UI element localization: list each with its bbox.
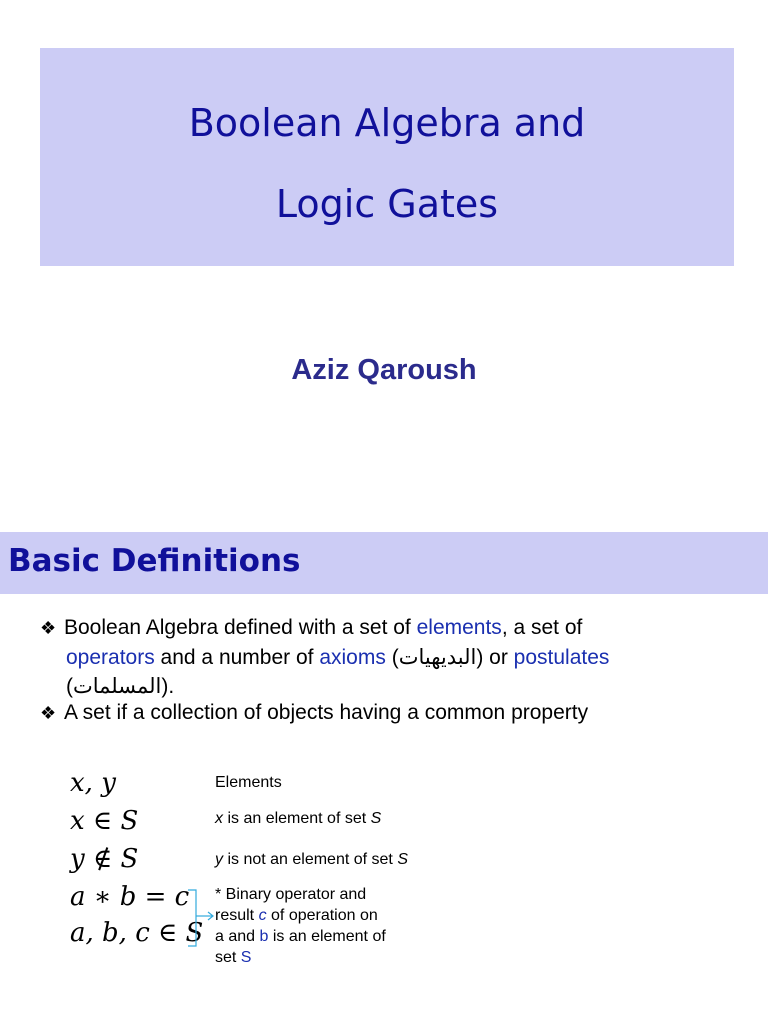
binary-desc-line-2b: of operation on	[266, 907, 378, 924]
title-line-2: Logic Gates	[275, 182, 499, 226]
var-x: x	[215, 810, 223, 827]
set-s: S	[370, 810, 382, 827]
desc-not-member-text: is not an element of set	[223, 851, 398, 868]
diamond-bullet-icon: ❖	[40, 703, 57, 723]
bullet-2-text: A set if a collection of objects having a common property	[64, 701, 589, 724]
var-y: y	[215, 851, 223, 868]
bullet-1-text-d: (البديهيات) or	[385, 646, 514, 669]
bullet-1-text-c: and a number of	[154, 646, 320, 669]
math-not-member: y ∉ S	[70, 844, 139, 874]
desc-member-text: is an element of set	[223, 810, 371, 827]
term-axioms: axioms	[319, 646, 386, 669]
term-elements: elements	[416, 616, 502, 639]
binary-desc-line-1: * Binary operator and	[215, 886, 367, 903]
title-box	[40, 48, 734, 266]
binary-desc-line-2a: result	[215, 907, 259, 924]
var-b: b	[259, 928, 269, 945]
bullet-2	[40, 698, 740, 728]
term-operators: operators	[66, 646, 155, 669]
var-c: c	[258, 907, 267, 924]
math-binary-op: a ∗ b = c	[70, 882, 190, 912]
bullet-1-text-e: (المسلمات).	[66, 675, 175, 698]
bullet-1-text-a: Boolean Algebra defined with a set of	[64, 616, 417, 639]
term-postulates: postulates	[513, 646, 610, 669]
math-member: x ∈ S	[70, 806, 139, 836]
desc-binary-op	[215, 884, 415, 968]
bracket-arrow-icon	[186, 888, 216, 948]
binary-desc-line-4a: set	[215, 949, 241, 966]
set-s: S	[397, 851, 408, 868]
binary-desc-line-3c: is an element of	[268, 928, 386, 945]
math-closure: a, b, c ∈ S	[70, 918, 204, 948]
slide-title: Basic Definitions	[8, 543, 301, 579]
set-s: S	[240, 949, 252, 966]
math-elements: x, y	[70, 768, 116, 798]
desc-not-member	[215, 849, 408, 870]
desc-member	[215, 808, 381, 829]
diamond-bullet-icon: ❖	[40, 618, 57, 638]
bullet-1-text-b: , a set of	[501, 616, 583, 639]
binary-desc-line-3a: a and	[215, 928, 260, 945]
title-line-1: Boolean Algebra and	[188, 101, 586, 145]
slide-header	[0, 532, 768, 594]
author-name: Aziz Qaroush	[291, 354, 477, 386]
desc-elements: Elements	[215, 774, 282, 791]
bullet-1	[40, 613, 740, 701]
